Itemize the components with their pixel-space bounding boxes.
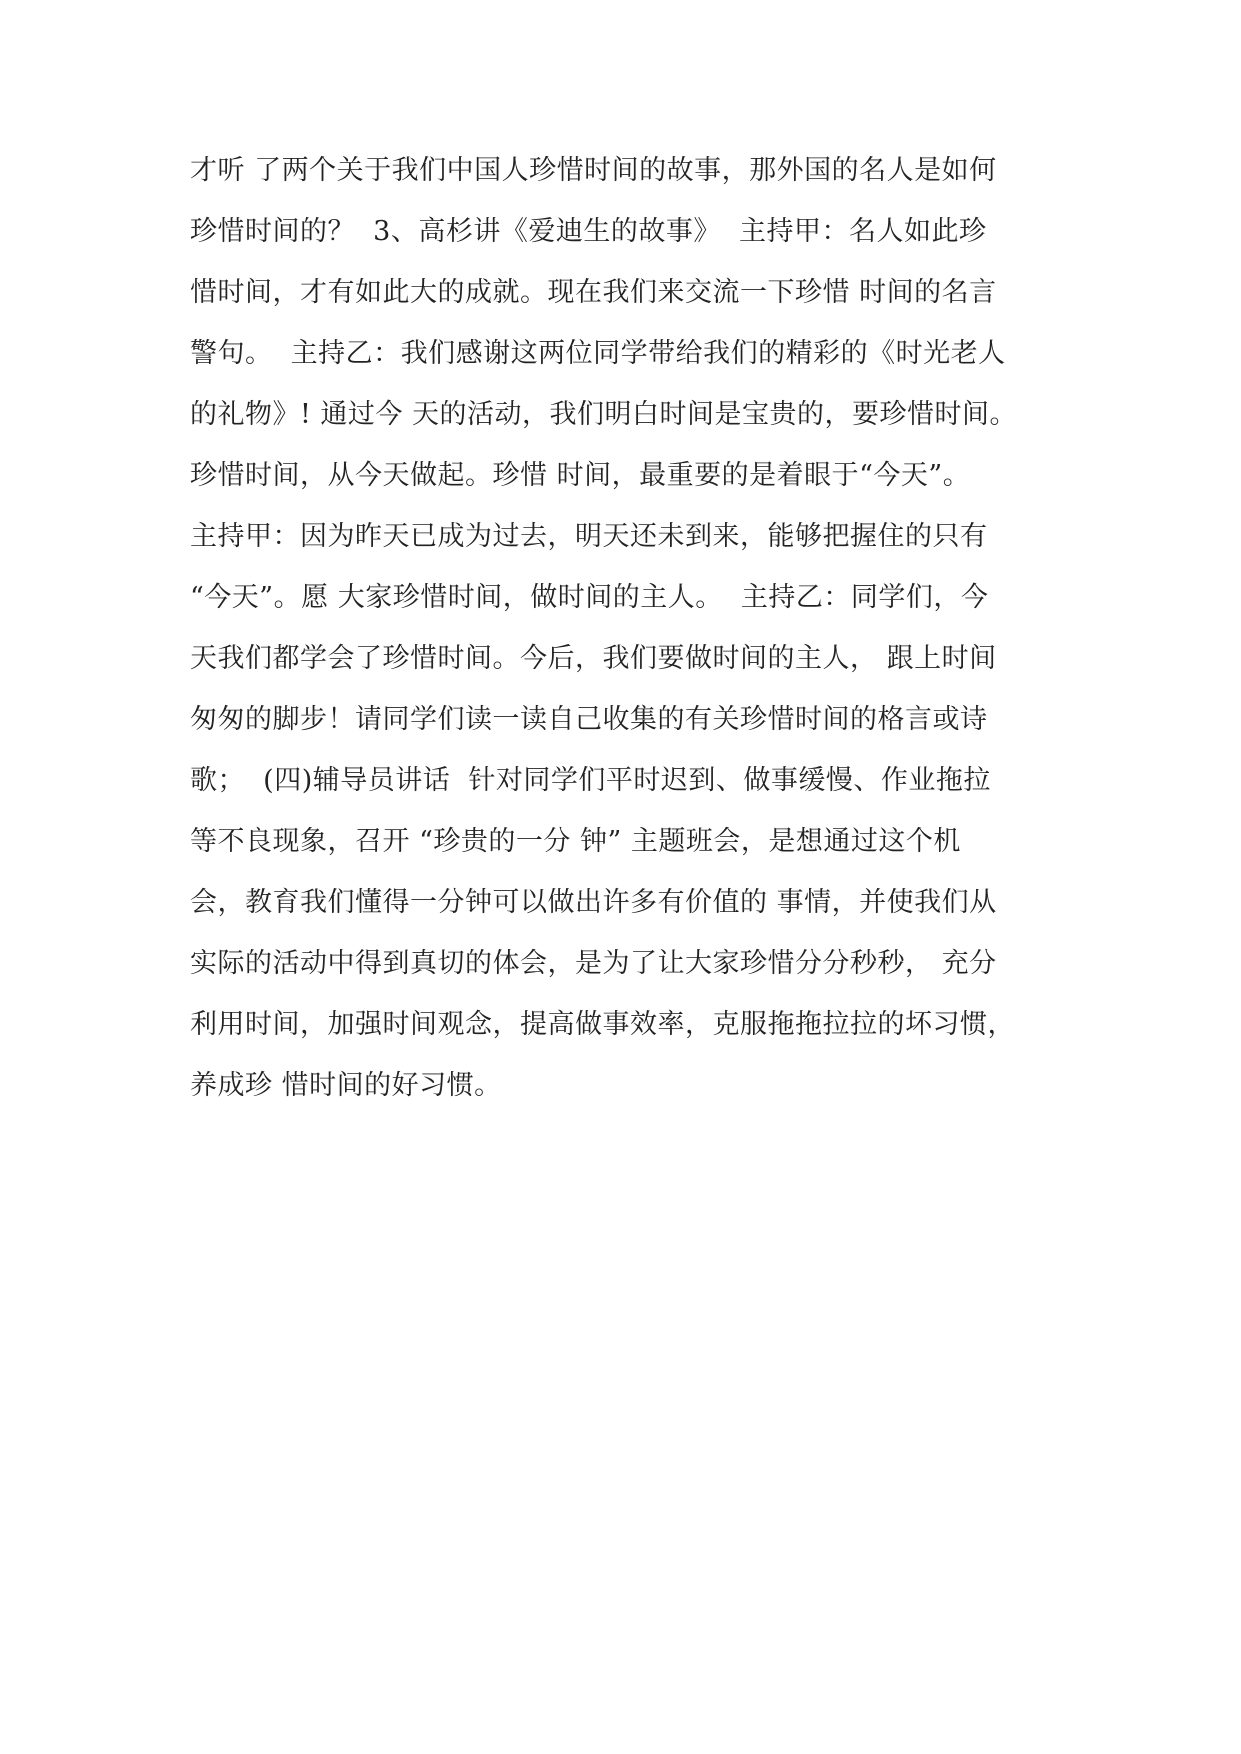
text-line: 珍惜时间，从今天做起。珍惜 时间，最重要的是着眼于“今天”。: [190, 460, 971, 491]
text-line: 珍惜时间的？ 3、高杉讲《爱迪生的故事》 主持甲：名人如此珍: [190, 216, 987, 247]
text-line: 等不良现象，召开 “珍贵的一分 钟” 主题班会，是想通过这个机: [190, 826, 961, 857]
text-line: 实际的活动中得到真切的体会，是为了让大家珍惜分分秒秒， 充分: [190, 948, 997, 979]
text-line: 利用时间，加强时间观念，提高做事效率，克服拖拖拉拉的坏习惯，: [190, 1009, 1015, 1040]
document-body: [190, 140, 1070, 1116]
text-line: 匆匆的脚步！请同学们读一读自己收集的有关珍惜时间的格言或诗: [190, 704, 988, 735]
text-line: “今天”。愿 大家珍惜时间，做时间的主人。 主持乙：同学们，今: [190, 582, 989, 613]
text-line: 会，教育我们懂得一分钟可以做出许多有价值的 事情，并使我们从: [190, 887, 997, 918]
text-line: 警句。 主持乙：我们感谢这两位同学带给我们的精彩的《时光老人: [190, 338, 1006, 369]
text-line: 主持甲：因为昨天已成为过去，明天还未到来，能够把握住的只有: [190, 521, 988, 552]
text-line: 天我们都学会了珍惜时间。今后，我们要做时间的主人， 跟上时间: [190, 643, 997, 674]
text-line: 惜时间，才有如此大的成就。现在我们来交流一下珍惜 时间的名言: [190, 277, 997, 308]
text-line: 养成珍 惜时间的好习惯。: [190, 1070, 502, 1101]
text-line: 的礼物》! 通过今 天的活动，我们明白时间是宝贵的，要珍惜时间。: [190, 399, 1018, 430]
text-line: 才听 了两个关于我们中国人珍惜时间的故事，那外国的名人是如何: [190, 155, 997, 186]
text-line: 歌； (四)辅导员讲话 针对同学们平时迟到、做事缓慢、作业拖拉: [190, 765, 991, 796]
